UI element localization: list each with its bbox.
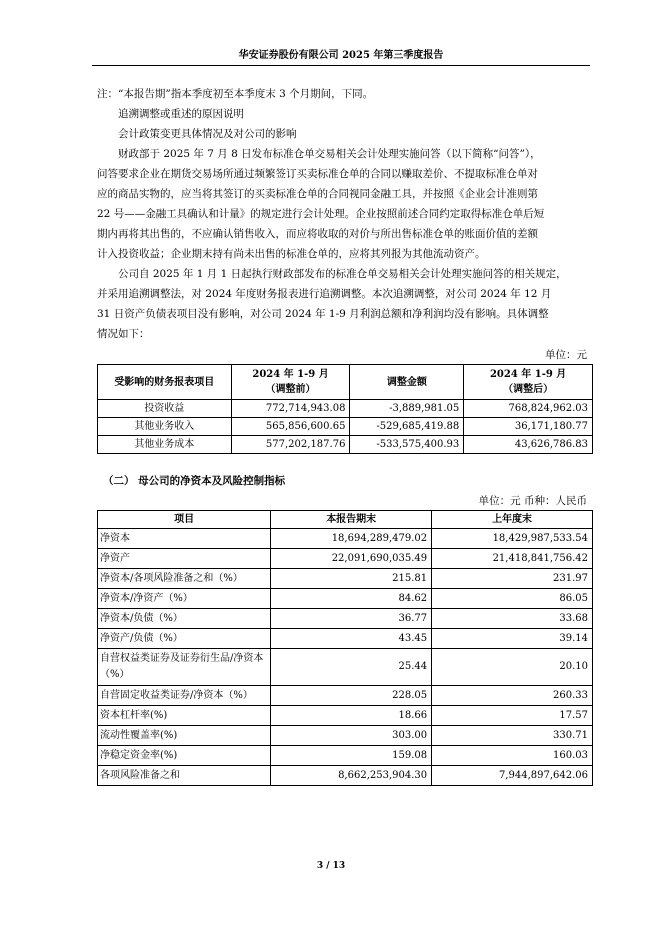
cell-item: 净资本/负债（%） (98, 609, 271, 629)
para1-line: 期内再将其出售的，不应确认销售收入，而应将收取的对价与所出售标准仓单的账面价值的差额 (97, 228, 538, 240)
subheading-restatement-reason: 追溯调整或重述的原因说明 (118, 108, 244, 120)
col-header-before-line1: 2024 年 1-9 月 (252, 369, 329, 380)
table-row (98, 766, 593, 786)
cell-prior: 33.68 (432, 609, 593, 629)
section-title: （二） 母公司的净资本及风险控制指标 (103, 475, 286, 487)
cell-current: 8,662,253,904.30 (271, 766, 432, 786)
cell-item: 资本杠杆率(%) (98, 706, 271, 726)
col-header-adjustment: 调整金额 (350, 365, 464, 400)
cell-prior: 18,429,987,533.54 (432, 529, 593, 549)
cell-item: 流动性覆盖率(%) (98, 726, 271, 746)
para1-line: 问答要求企业在期货交易场所通过频繁签订买卖标准仓单的合同以赚取差价、不提取标准仓单对 (97, 168, 538, 180)
cell-current: 22,091,690,035.49 (271, 549, 432, 569)
cell-prior: 86.05 (432, 589, 593, 609)
table-header-row (98, 511, 593, 529)
table-row (98, 569, 593, 589)
table-row (98, 629, 593, 649)
para2-line: 31 日资产负债表项目没有影响，对公司 2024 年 1-9 月利润总额和净利润均没有影响。具体调整 (97, 308, 549, 320)
cell-item: 投资收益 (98, 400, 232, 418)
cell-prior: 231.97 (432, 569, 593, 589)
table2-unit: 单位：元 币种：人民币 (478, 495, 587, 507)
cell-prior: 21,418,841,756.42 (432, 549, 593, 569)
cell-after: 36,171,180.77 (464, 418, 593, 436)
cell-adjustment: -533,575,400.93 (350, 436, 464, 454)
col-header-item: 项目 (98, 511, 271, 529)
para2-line: 情况如下： (97, 328, 150, 340)
cell-prior: 160.03 (432, 746, 593, 766)
cell-prior: 17.57 (432, 706, 593, 726)
cell-current: 18.66 (271, 706, 432, 726)
para1-line: 计入投资收益；企业期末持有尚未出售的标准仓单的，应将其列报为其他流动资产。 (97, 248, 486, 260)
adjustment-table (97, 364, 593, 454)
para2-line: 并采用追溯调整法，对 2024 年度财务报表进行追溯调整。本次追溯调整，对公司 2024 年 12 月 (97, 288, 552, 300)
cell-item: 各项风险准备之和 (98, 766, 271, 786)
para2-line: 公司自 2025 年 1 月 1 日起执行财政部发布的标准仓单交易相关会计处理实施问答的相关规定， (118, 268, 567, 280)
col-header-after (464, 365, 593, 400)
table-row (98, 436, 593, 454)
paragraph-company-adoption (97, 264, 593, 344)
table-row (98, 400, 593, 418)
cell-prior: 330.71 (432, 726, 593, 746)
cell-prior: 7,944,897,642.06 (432, 766, 593, 786)
para1-line: 财政部于 2025 年 7 月 8 日发布标准仓单交易相关会计处理实施问答（以下简称“问答”）， (118, 148, 541, 160)
cell-current: 159.08 (271, 746, 432, 766)
cell-adjustment: -3,889,981.05 (350, 400, 464, 418)
col-header-after-line1: 2024 年 1-9 月 (489, 369, 567, 380)
cell-current: 36.77 (271, 609, 432, 629)
col-header-before (231, 365, 350, 400)
cell-item: 净资本/各项风险准备之和（%） (98, 569, 271, 589)
table-row (98, 649, 593, 686)
page-number: 3 / 13 (316, 861, 346, 871)
cell-item: 自营固定收益类证券/净资本（%） (98, 686, 271, 706)
col-header-prior: 上年度末 (432, 511, 593, 529)
cell-item: 净稳定资金率(%) (98, 746, 271, 766)
cell-before: 772,714,943.08 (231, 400, 350, 418)
note-text: 注：“本报告期”指本季度初至本季度末 3 个月期间，下同。 (97, 88, 374, 100)
paragraph-policy-description (97, 144, 593, 264)
net-capital-table (97, 510, 593, 786)
cell-before: 577,202,187.76 (231, 436, 350, 454)
cell-current: 84.62 (271, 589, 432, 609)
table-row (98, 529, 593, 549)
table-header-row (98, 365, 593, 400)
table-row (98, 549, 593, 569)
table-row (98, 609, 593, 629)
cell-after: 43,626,786.83 (464, 436, 593, 454)
cell-current: 228.05 (271, 686, 432, 706)
para1-line: 22 号——金融工具确认和计量》的规定进行会计处理。企业按照前述合同约定取得标准仓单后短 (97, 208, 545, 220)
cell-current: 25.44 (271, 649, 432, 686)
cell-item: 净资产/负债（%） (98, 629, 271, 649)
cell-current: 43.45 (271, 629, 432, 649)
cell-before: 565,856,600.65 (231, 418, 350, 436)
report-header: 华安证券股份有限公司 2025 年第三季度报告 (92, 46, 590, 66)
cell-prior: 39.14 (432, 629, 593, 649)
cell-item: 净资本/净资产（%） (98, 589, 271, 609)
cell-item: 其他业务收入 (98, 418, 232, 436)
cell-item: 其他业务成本 (98, 436, 232, 454)
table-row (98, 746, 593, 766)
table-row (98, 726, 593, 746)
cell-current: 303.00 (271, 726, 432, 746)
cell-after: 768,824,962.03 (464, 400, 593, 418)
table-row (98, 589, 593, 609)
col-header-before-line2: （调整前） (265, 384, 316, 395)
cell-adjustment: -529,685,419.88 (350, 418, 464, 436)
table-row (98, 706, 593, 726)
cell-item: 净资本 (98, 529, 271, 549)
cell-prior: 260.33 (432, 686, 593, 706)
cell-item: 净资产 (98, 549, 271, 569)
table-row (98, 686, 593, 706)
cell-current: 215.81 (271, 569, 432, 589)
col-header-current: 本报告期末 (271, 511, 432, 529)
subheading-policy-change: 会计政策变更具体情况及对公司的影响 (118, 128, 297, 140)
cell-item: 自营权益类证券及证券衍生品/净资本（%） (98, 649, 271, 686)
table-row (98, 418, 593, 436)
table1-unit: 单位：元 (545, 349, 587, 361)
cell-current: 18,694,289,479.02 (271, 529, 432, 549)
cell-prior: 20.10 (432, 649, 593, 686)
report-body (97, 84, 593, 786)
col-header-after-line2: （调整后） (503, 384, 554, 395)
para1-line: 应的商品实物的，应当将其签订的买卖标准仓单的合同视同金融工具，并按照《企业会计准则第 (97, 188, 538, 200)
col-header-item: 受影响的财务报表项目 (98, 365, 232, 400)
